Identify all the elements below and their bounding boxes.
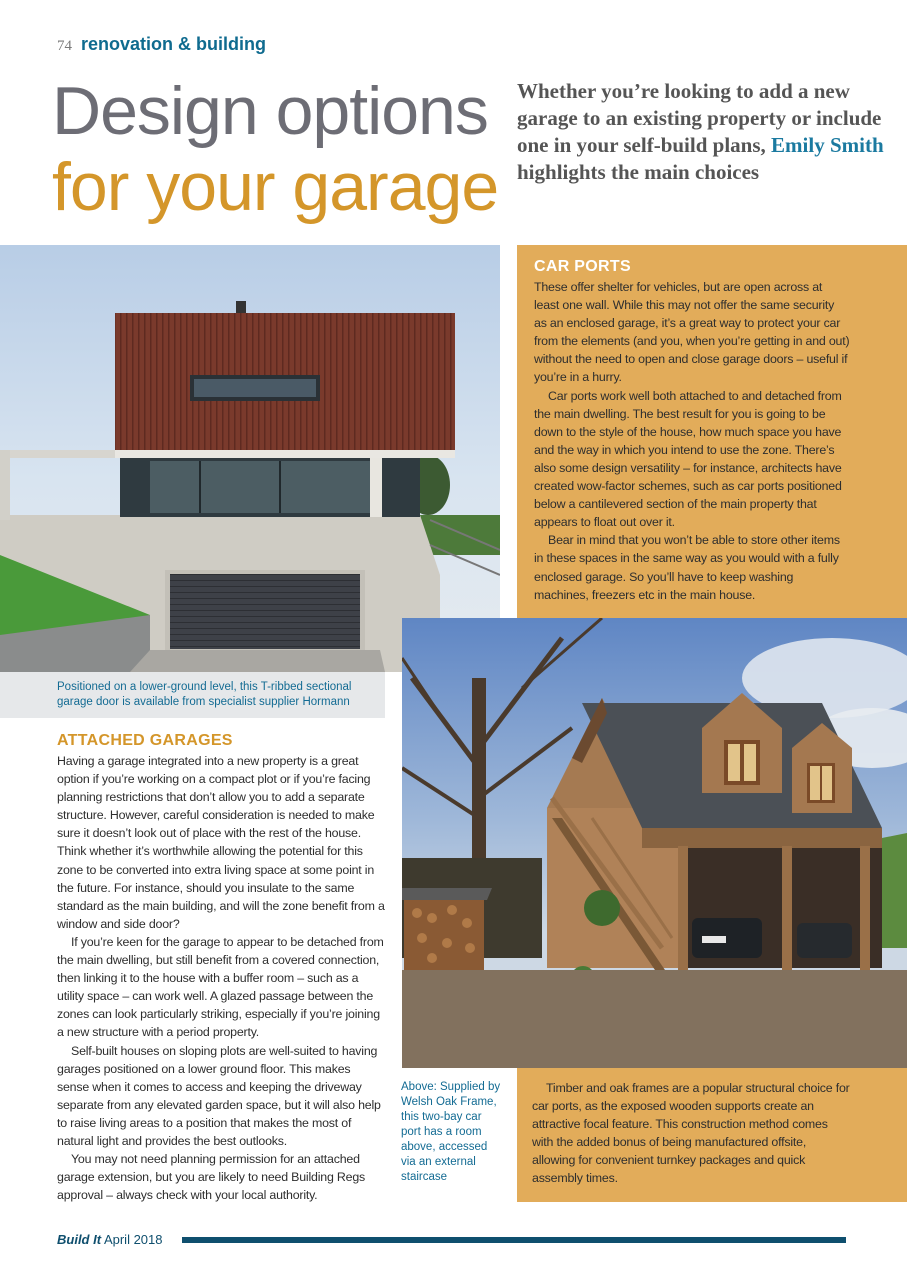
standfirst — [517, 78, 897, 186]
standfirst-text-end: highlights the main choices — [517, 160, 760, 184]
hero-photo-illustration — [0, 245, 500, 672]
standfirst-text: Whether you’re looking to add a new garage to an existing property or include one in your self-build plans, — [517, 79, 882, 157]
attached-garages-paragraph: You may not need planning permission for an attached garage extension, but you are likely to need Building Regs approval – always check with your local authority. — [57, 1152, 366, 1203]
oak-photo-caption: Above: Supplied by Welsh Oak Frame, this two-bay car port has a room above, accessed via an external staircase — [401, 1081, 501, 1183]
car-ports-paragraph: Bear in mind that you won’t be able to store other items in these spaces in the same way as you would with a fully enclosed garage. So you’ll have to keep washing machines, freezers etc in the main house. — [534, 533, 840, 602]
footer-rule — [182, 1237, 846, 1243]
attached-garages-body — [57, 752, 385, 1204]
oak-photo-illustration — [402, 618, 907, 1068]
attached-garages-heading: ATTACHED GARAGES — [57, 732, 233, 749]
title-line-2: for your garage — [52, 149, 499, 225]
hero-photo-modern-garage — [0, 245, 500, 672]
attached-garages-paragraph: Having a garage integrated into a new property is a great option if you’re working on a compact plot or if you’re facing planning restrictions that don’t allow you to add a separate structure. However, careful consideration is needed to make sure it doesn’t look out of place with the rest of the house. Think whether it’s worthwhile allowing the potential for this zone to be converted into extra living space at some point in the future. For instance, should you insulate to the same standard as the main building, and will the zone benefit from a window and side door? — [57, 754, 385, 931]
footer-brand: Build It — [57, 1232, 102, 1247]
car-ports-paragraph: These offer shelter for vehicles, but are open across at least one wall. While this may not offer the same security as an enclosed garage, it’s a great way to protect your car from the elements (and you, when you’re getting in and out) without the need to open and close garage doors – useful if you’re in a hurry. — [534, 280, 850, 385]
footer-issue: April 2018 — [103, 1232, 163, 1247]
car-ports-heading: CAR PORTS — [534, 258, 631, 275]
hero-caption: Positioned on a lower-ground level, this T-ribbed sectional garage door is available from specialist supplier Hormann — [57, 681, 352, 708]
oak-frame-car-port-photo — [402, 618, 907, 1068]
page-header — [57, 34, 266, 55]
author-name: Emily Smith — [771, 133, 884, 157]
page-number: 74 — [57, 38, 72, 54]
footer — [57, 1232, 163, 1247]
title-line-1: Design options — [52, 73, 488, 149]
car-ports-continuation: Timber and oak frames are a popular structural choice for car ports, as the exposed wooden supports create an attractive focal feature. This construction method comes with the added bonus of being manufactured offsite, allowing for convenient turnkey packages and quick assembly times. — [532, 1081, 850, 1186]
car-ports-paragraph: Car ports work well both attached to and detached from the main dwelling. The best result for you is going to be down to the style of the house, how much space you have and the way in which you intend to use the zone. There’s also some design versatility – for instance, architects have created wow-factor schemes, such as car ports positioned below a cantilevered section of the main property that appears to float out over it. — [534, 388, 842, 530]
section-name: renovation & building — [81, 34, 267, 54]
attached-garages-paragraph: Self-built houses on sloping plots are well-suited to having garages positioned on a lower ground floor. This makes sense when it comes to access and keeping the driveway separate from any elevated garden space, but it will also help to raise living areas to a position that makes the most of natural light and provides the best outlooks. — [57, 1043, 381, 1148]
car-ports-body — [534, 278, 850, 604]
attached-garages-paragraph: If you’re keen for the garage to appear to be detached from the main dwelling, but still benefit from a covered connection, then linking it to the house with a buffer room – such as a utility space – can work well. A glazed passage between the zones can look particularly striking, especially if you’re joining a new structure with a period property. — [57, 934, 384, 1040]
hero-caption-bar — [0, 672, 385, 718]
